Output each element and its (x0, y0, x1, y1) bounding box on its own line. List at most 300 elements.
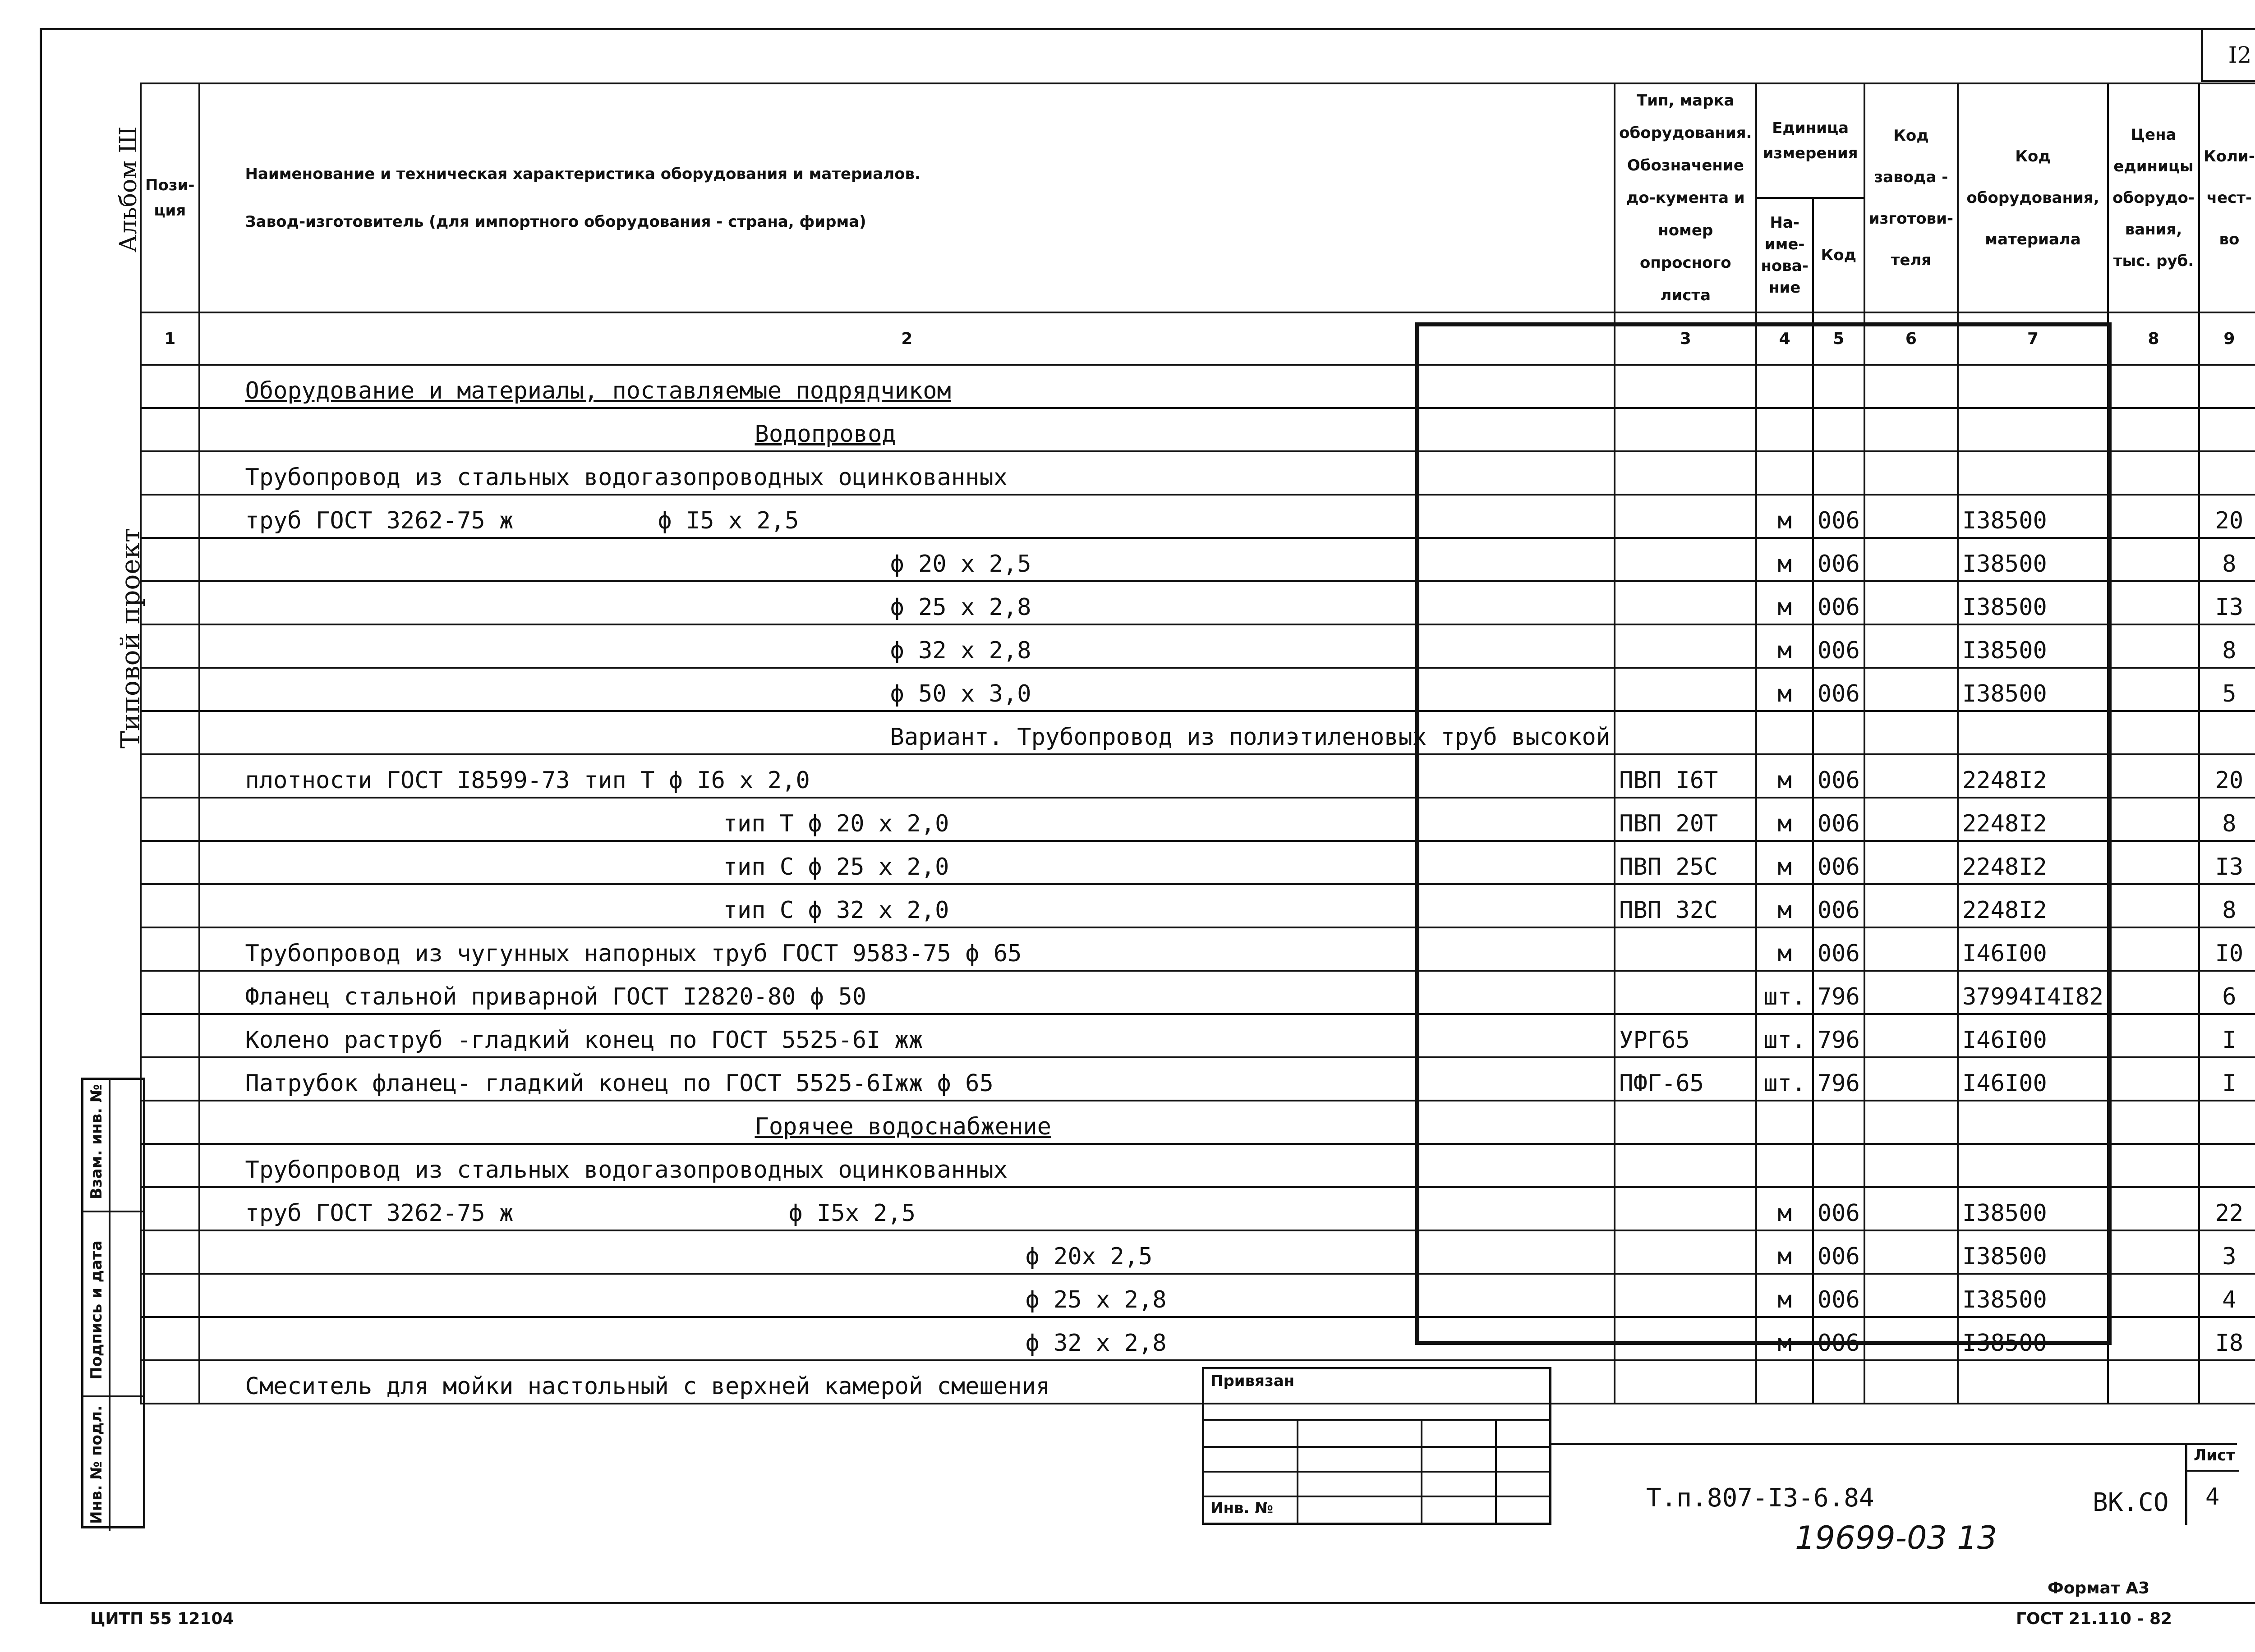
cell-unit: шт. (1756, 971, 1813, 1014)
table-row (141, 754, 2255, 798)
cell-name (199, 668, 1615, 711)
col-num: 4 (1756, 312, 1813, 365)
table-row (141, 1014, 2255, 1057)
privyazan-stamp (1202, 1367, 1551, 1525)
col-num: 3 (1615, 312, 1756, 365)
cell-unit: м (1756, 1187, 1813, 1230)
cell-price (2108, 1057, 2199, 1101)
cell-price (2108, 1317, 2199, 1360)
cell-name (199, 971, 1615, 1014)
cell-position (141, 841, 199, 884)
header-material-code: Код оборудования, материала (1958, 83, 2108, 312)
cell-qty: 8 (2199, 798, 2255, 841)
cell-type (1615, 495, 1756, 538)
cell-position (141, 1144, 199, 1187)
cell-code: 006 (1813, 668, 1864, 711)
cell-price (2108, 495, 2199, 538)
cell-unit: м (1756, 624, 1813, 668)
column-number-row (141, 312, 2255, 365)
cell-qty (2199, 408, 2255, 451)
cell-qty (2199, 1144, 2255, 1187)
row-name: плотности ГОСТ I8599-73 тип Т ϕ I6 x 2,0 (245, 767, 810, 794)
cell-price (2108, 927, 2199, 971)
cell-plant (1864, 1317, 1958, 1360)
list-label: Лист (2194, 1446, 2235, 1464)
header-price: Цена единицы оборудо-вания, тыс. руб. (2108, 83, 2199, 312)
cell-unit (1756, 1144, 1813, 1187)
cell-code (1813, 451, 1864, 495)
cell-position (141, 1317, 199, 1360)
cell-unit: м (1756, 495, 1813, 538)
cell-code (1813, 408, 1864, 451)
cell-unit (1756, 365, 1813, 408)
list-box (2185, 1443, 2239, 1525)
cell-mat: I38500 (1958, 624, 2108, 668)
cell-name (199, 495, 1615, 538)
cell-unit: м (1756, 841, 1813, 884)
cell-position (141, 754, 199, 798)
row-name: тип С ϕ 25 x 2,0 (723, 854, 949, 881)
cell-unit: м (1756, 754, 1813, 798)
cell-name (199, 1144, 1615, 1187)
cell-unit: м (1756, 1274, 1813, 1317)
cell-position (141, 1360, 199, 1404)
header-quantity: Коли-чест-во (2199, 83, 2255, 312)
cell-price (2108, 1360, 2199, 1404)
title-block-line (1551, 1443, 2237, 1445)
cell-qty (2199, 711, 2255, 754)
cell-code: 006 (1813, 581, 1864, 624)
col-num: 1 (141, 312, 199, 365)
cell-price (2108, 1187, 2199, 1230)
cell-plant (1864, 1014, 1958, 1057)
row-name: тип С ϕ 32 x 2,0 (723, 897, 949, 924)
cell-code: 006 (1813, 841, 1864, 884)
row-name-dimension: ϕ I5 x 2,5 (658, 507, 799, 534)
cell-type (1615, 365, 1756, 408)
cell-position (141, 1014, 199, 1057)
cell-position (141, 365, 199, 408)
row-name: ϕ 50 x 3,0 (890, 680, 1031, 707)
cell-mat: I46I00 (1958, 1014, 2108, 1057)
header-unit-code: Код (1813, 198, 1864, 312)
cell-qty (2199, 365, 2255, 408)
cell-qty (2199, 451, 2255, 495)
cell-position (141, 1101, 199, 1144)
cell-plant (1864, 927, 1958, 971)
cell-qty (2199, 1101, 2255, 1144)
row-name: труб ГОСТ 3262-75 ж (245, 507, 514, 534)
cell-unit (1756, 711, 1813, 754)
cell-unit: м (1756, 798, 1813, 841)
cell-position (141, 711, 199, 754)
cell-mat: 2248I2 (1958, 798, 2108, 841)
table-row (141, 581, 2255, 624)
header-type: Тип, марка оборудования. Обозначение до-кумента и номер опросного листа (1615, 83, 1756, 312)
cell-position (141, 408, 199, 451)
cell-price (2108, 1144, 2199, 1187)
header-unit: Единица измерения (1756, 83, 1864, 198)
row-name-dimension: ϕ I5x 2,5 (788, 1200, 916, 1227)
cell-type: ПВП 20Т (1615, 798, 1756, 841)
cell-qty: 22 (2199, 1187, 2255, 1230)
cell-position (141, 624, 199, 668)
cell-qty: 8 (2199, 884, 2255, 927)
cell-plant (1864, 754, 1958, 798)
cell-position (141, 668, 199, 711)
row-name: Оборудование и материалы, поставляемые подрядчиком (245, 377, 951, 404)
cell-mat: 2248I2 (1958, 841, 2108, 884)
cell-mat: I38500 (1958, 668, 2108, 711)
cell-position (141, 581, 199, 624)
cell-code: 006 (1813, 624, 1864, 668)
cell-code (1813, 365, 1864, 408)
row-name: ϕ 32 x 2,8 (1025, 1330, 1167, 1357)
cell-name (199, 538, 1615, 581)
cell-code (1813, 711, 1864, 754)
cell-qty (2199, 1360, 2255, 1404)
cell-code: 006 (1813, 1317, 1864, 1360)
cell-code: 796 (1813, 1057, 1864, 1101)
cell-type (1615, 1230, 1756, 1274)
cell-qty: 20 (2199, 495, 2255, 538)
cell-plant (1864, 668, 1958, 711)
cell-qty: 5 (2199, 668, 2255, 711)
row-name: Фланец стальной приварной ГОСТ I2820-80 ϕ 50 (245, 983, 867, 1010)
cell-price (2108, 711, 2199, 754)
table-row (141, 408, 2255, 451)
row-name: тип Т ϕ 20 x 2,0 (723, 810, 949, 837)
cell-price (2108, 971, 2199, 1014)
cell-unit: м (1756, 538, 1813, 581)
header-position: Пози-ция (141, 83, 199, 312)
cell-unit (1756, 408, 1813, 451)
table-row (141, 841, 2255, 884)
cell-qty: I3 (2199, 841, 2255, 884)
cell-price (2108, 884, 2199, 927)
table-row (141, 927, 2255, 971)
cell-name (199, 1317, 1615, 1360)
cell-name (199, 1014, 1615, 1057)
cell-plant (1864, 581, 1958, 624)
cell-plant (1864, 408, 1958, 451)
inv-podl-label: Инв. № подл. (87, 1405, 106, 1524)
cell-price (2108, 1014, 2199, 1057)
cell-mat: 2248I2 (1958, 754, 2108, 798)
cell-qty: I0 (2199, 927, 2255, 971)
cell-type (1615, 971, 1756, 1014)
table-row (141, 668, 2255, 711)
cell-type: ПВП 25С (1615, 841, 1756, 884)
cell-mat (1958, 408, 2108, 451)
cell-code: 006 (1813, 1230, 1864, 1274)
cell-type: ПФГ-65 (1615, 1057, 1756, 1101)
cell-plant (1864, 1101, 1958, 1144)
header-name-line1: Наименование и техническая характеристика оборудования и материалов. (245, 165, 920, 183)
table-row (141, 1360, 2255, 1404)
cell-price (2108, 798, 2199, 841)
cell-plant (1864, 538, 1958, 581)
cell-qty: 8 (2199, 624, 2255, 668)
row-name: ϕ 20x 2,5 (1025, 1243, 1153, 1270)
table-row (141, 711, 2255, 754)
row-name: Трубопровод из стальных водогазопроводных оцинкованных (245, 1156, 1008, 1184)
document-designation: Т.п.807-I3-6.84 (1646, 1483, 1874, 1513)
cell-name (199, 1101, 1615, 1144)
cell-plant (1864, 1274, 1958, 1317)
cell-type (1615, 927, 1756, 971)
cell-qty: I (2199, 1014, 2255, 1057)
row-name: Трубопровод из стальных водогазопроводных оцинкованных (245, 464, 1008, 491)
inv-no-label: Инв. № (1210, 1499, 1274, 1517)
cell-name (199, 841, 1615, 884)
col-num: 2 (199, 312, 1615, 365)
cell-type (1615, 668, 1756, 711)
cell-qty: I (2199, 1057, 2255, 1101)
table-row (141, 1101, 2255, 1144)
cell-qty: 6 (2199, 971, 2255, 1014)
row-name: Вариант. Трубопровод из полиэтиленовых труб высокой (890, 724, 1611, 751)
cell-plant (1864, 365, 1958, 408)
cell-name (199, 1057, 1615, 1101)
cell-code: 006 (1813, 884, 1864, 927)
cell-name (199, 365, 1615, 408)
cell-code: 006 (1813, 495, 1864, 538)
row-name: ϕ 32 x 2,8 (890, 637, 1031, 664)
row-name: ϕ 20 x 2,5 (890, 551, 1031, 578)
cell-mat (1958, 365, 2108, 408)
cell-code: 006 (1813, 927, 1864, 971)
specification-table (140, 83, 2255, 1404)
cell-code: 006 (1813, 538, 1864, 581)
row-name: Трубопровод из чугунных напорных труб ГОСТ 9583-75 ϕ 65 (245, 940, 1022, 967)
cell-code (1813, 1144, 1864, 1187)
cell-position (141, 1230, 199, 1274)
cell-qty: 20 (2199, 754, 2255, 798)
cell-price (2108, 1101, 2199, 1144)
cell-name (199, 451, 1615, 495)
cell-code (1813, 1360, 1864, 1404)
cell-code: 006 (1813, 1274, 1864, 1317)
cell-mat (1958, 451, 2108, 495)
cell-plant (1864, 884, 1958, 927)
cell-name (199, 754, 1615, 798)
table-row (141, 365, 2255, 408)
cell-type (1615, 1317, 1756, 1360)
cell-name (199, 1230, 1615, 1274)
header-unit-name: На-име-нова-ние (1756, 198, 1813, 312)
cell-qty: I8 (2199, 1317, 2255, 1360)
cell-mat (1958, 1360, 2108, 1404)
cell-unit (1756, 1360, 1813, 1404)
cell-name (199, 711, 1615, 754)
cell-unit: м (1756, 1230, 1813, 1274)
col-num: 5 (1813, 312, 1864, 365)
cell-position (141, 495, 199, 538)
cell-mat: I46I00 (1958, 1057, 2108, 1101)
cell-price (2108, 538, 2199, 581)
row-name: ϕ 25 x 2,8 (890, 594, 1031, 621)
cell-unit: м (1756, 927, 1813, 971)
cell-type (1615, 408, 1756, 451)
cell-qty: 8 (2199, 538, 2255, 581)
cell-type: УРГ65 (1615, 1014, 1756, 1057)
document-mark: ВК.СО (2093, 1488, 2169, 1517)
cell-type (1615, 1274, 1756, 1317)
cell-price (2108, 668, 2199, 711)
table-row (141, 495, 2255, 538)
cell-position (141, 1274, 199, 1317)
cell-type (1615, 581, 1756, 624)
cell-price (2108, 841, 2199, 884)
cell-unit: шт. (1756, 1057, 1813, 1101)
cell-unit: м (1756, 1317, 1813, 1360)
vzam-inv-label: Взам. инв. № (87, 1084, 106, 1199)
cell-mat: I38500 (1958, 1274, 2108, 1317)
cell-qty: 4 (2199, 1274, 2255, 1317)
table-row (141, 1230, 2255, 1274)
cell-mat: I38500 (1958, 1317, 2108, 1360)
cell-price (2108, 1274, 2199, 1317)
table-row (141, 1057, 2255, 1101)
project-type-label: Типовой проект (115, 528, 146, 748)
podpis-data-label: Подпись и дата (87, 1240, 106, 1380)
cell-mat: I38500 (1958, 495, 2108, 538)
cell-code: 006 (1813, 754, 1864, 798)
privyazan-label: Привязан (1210, 1372, 1295, 1390)
cell-mat: I38500 (1958, 538, 2108, 581)
cell-name (199, 408, 1615, 451)
row-name: Горячее водоснабжение (755, 1113, 1051, 1140)
cell-price (2108, 408, 2199, 451)
footer-left: ЦИТП 55 12104 (90, 1610, 234, 1628)
cell-qty: 3 (2199, 1230, 2255, 1274)
cell-position (141, 971, 199, 1014)
cell-type (1615, 1101, 1756, 1144)
cell-plant (1864, 1360, 1958, 1404)
cell-price (2108, 365, 2199, 408)
table-row (141, 798, 2255, 841)
table-row (141, 1317, 2255, 1360)
cell-price (2108, 451, 2199, 495)
cell-name (199, 624, 1615, 668)
cell-type (1615, 1144, 1756, 1187)
cell-unit: м (1756, 668, 1813, 711)
cell-name (199, 884, 1615, 927)
cell-mat: I46I00 (1958, 927, 2108, 971)
cell-unit: шт. (1756, 1014, 1813, 1057)
cell-mat (1958, 1144, 2108, 1187)
cell-position (141, 798, 199, 841)
cell-type (1615, 711, 1756, 754)
cell-code: 006 (1813, 798, 1864, 841)
format-label: Формат А3 (2048, 1579, 2150, 1597)
col-num: 6 (1864, 312, 1958, 365)
cell-plant (1864, 971, 1958, 1014)
cell-unit: м (1756, 581, 1813, 624)
list-value: 4 (2205, 1483, 2220, 1510)
cell-code: 006 (1813, 1187, 1864, 1230)
cell-mat: 37994I4I82 (1958, 971, 2108, 1014)
cell-plant (1864, 451, 1958, 495)
col-num: 9 (2199, 312, 2255, 365)
handwritten-number: 19699-03 13 (1795, 1519, 1997, 1556)
cell-mat: I38500 (1958, 581, 2108, 624)
table-row (141, 971, 2255, 1014)
table-row (141, 1274, 2255, 1317)
footer-right: ГОСТ 21.110 - 82 (2016, 1610, 2172, 1628)
cell-price (2108, 1230, 2199, 1274)
header-name-line2: Завод-изготовитель (для импортного оборудования - страна, фирма) (245, 213, 866, 231)
cell-mat (1958, 1101, 2108, 1144)
table-row (141, 1187, 2255, 1230)
cell-name (199, 1274, 1615, 1317)
cell-position (141, 1187, 199, 1230)
cell-position (141, 1057, 199, 1101)
cell-mat: I38500 (1958, 1187, 2108, 1230)
cell-plant (1864, 798, 1958, 841)
cell-plant (1864, 1187, 1958, 1230)
cell-position (141, 927, 199, 971)
row-name: Патрубок фланец- гладкий конец по ГОСТ 5525-6Iжж ϕ 65 (245, 1070, 994, 1097)
row-name: труб ГОСТ 3262-75 ж (245, 1200, 514, 1227)
table-row (141, 884, 2255, 927)
cell-unit: м (1756, 884, 1813, 927)
cell-code (1813, 1101, 1864, 1144)
table-row (141, 1144, 2255, 1187)
cell-plant (1864, 841, 1958, 884)
cell-mat: 2248I2 (1958, 884, 2108, 927)
cell-code: 796 (1813, 1014, 1864, 1057)
cell-mat: I38500 (1958, 1230, 2108, 1274)
cell-mat (1958, 711, 2108, 754)
sheet-number: I2 (2201, 28, 2255, 82)
cell-qty: I3 (2199, 581, 2255, 624)
cell-type (1615, 1187, 1756, 1230)
cell-plant (1864, 495, 1958, 538)
col-num: 7 (1958, 312, 2108, 365)
cell-unit (1756, 451, 1813, 495)
cell-plant (1864, 1144, 1958, 1187)
cell-price (2108, 624, 2199, 668)
cell-plant (1864, 1230, 1958, 1274)
cell-type: ПВП 32С (1615, 884, 1756, 927)
cell-plant (1864, 1057, 1958, 1101)
table-row (141, 451, 2255, 495)
cell-price (2108, 581, 2199, 624)
row-name: Водопровод (755, 421, 896, 448)
header-plant-code: Код завода - изготови-теля (1864, 83, 1958, 312)
header-name (199, 83, 1615, 312)
cell-position (141, 451, 199, 495)
cell-type (1615, 1360, 1756, 1404)
cell-type (1615, 624, 1756, 668)
cell-code: 796 (1813, 971, 1864, 1014)
row-name: ϕ 25 x 2,8 (1025, 1286, 1167, 1313)
cell-name (199, 798, 1615, 841)
cell-unit (1756, 1101, 1813, 1144)
table-row (141, 538, 2255, 581)
cell-price (2108, 754, 2199, 798)
cell-type (1615, 538, 1756, 581)
row-name: Колено раструб -гладкий конец по ГОСТ 5525-6I жж (245, 1027, 923, 1054)
cell-name (199, 1187, 1615, 1230)
cell-name (199, 581, 1615, 624)
cell-plant (1864, 624, 1958, 668)
row-name: Смеситель для мойки настольный с верхней камерой смешения (245, 1373, 1050, 1400)
cell-position (141, 538, 199, 581)
album-label: Альбом Ш (115, 126, 142, 252)
